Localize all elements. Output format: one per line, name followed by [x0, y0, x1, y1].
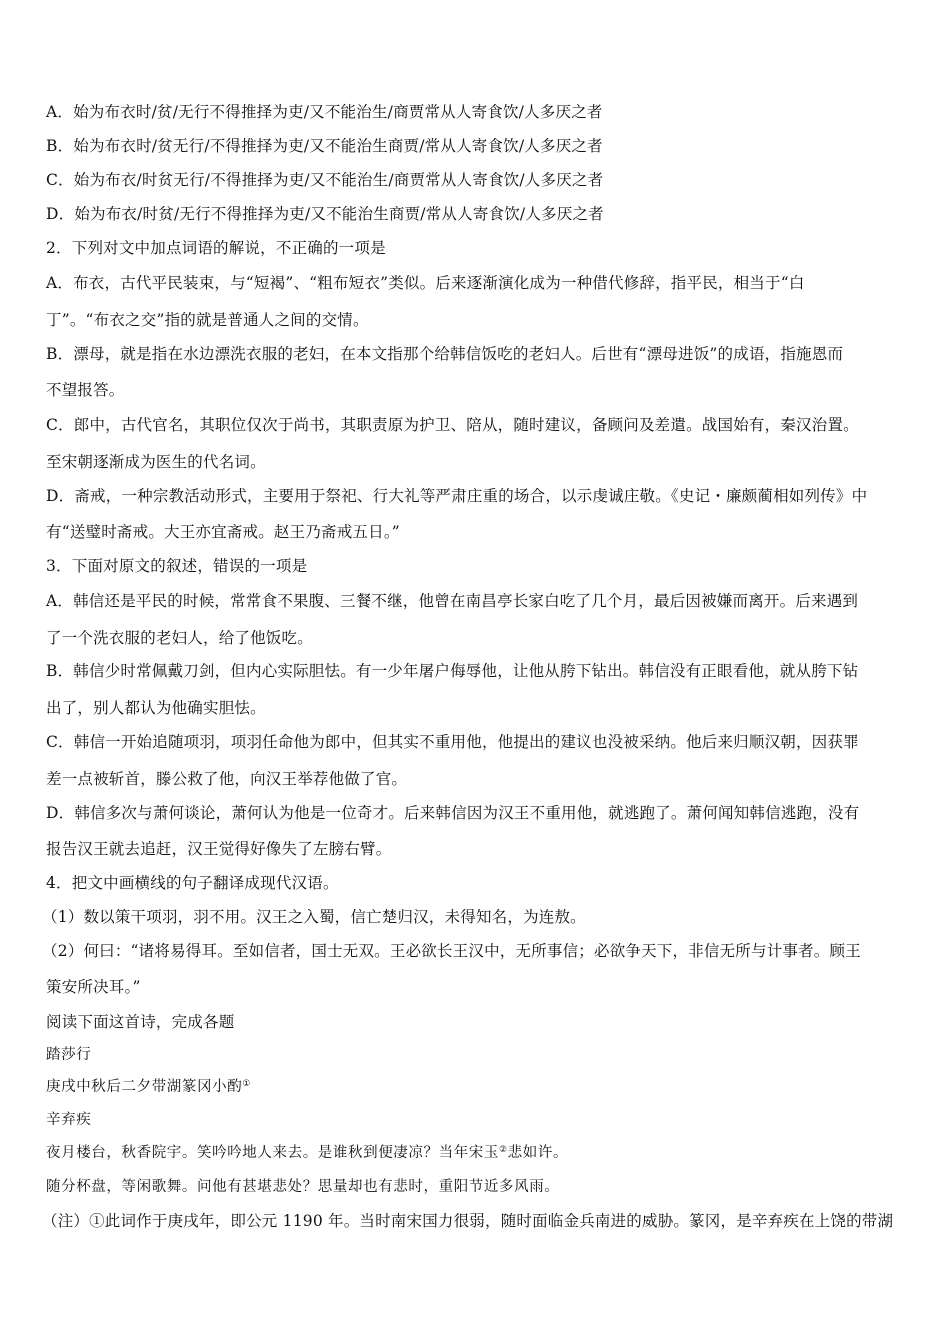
poem-subtitle-row	[46, 1077, 251, 1097]
poem-note-mark-2: ②	[499, 1145, 508, 1155]
q3-option-a-line2: 了一个洗衣服的老妇人，给了他饭吃。	[46, 629, 313, 647]
poem-author: 辛弃疾	[46, 1112, 92, 1128]
subtitle-note-mark: ①	[242, 1079, 251, 1089]
poem-line-1	[46, 1143, 568, 1163]
q3-option-a-line1: A．韩信还是平民的时候，常常食不果腹、三餐不继，他曾在南昌亭长家白吃了几个月，最后因被嫌而离开。后来遇到	[46, 592, 859, 610]
poem-note: （注）①此词作于庚戌年，即公元 1190 年。当时南宋国力很弱，随时面临金兵南进的威胁。篆冈，是辛弃疾在上饶的带湖	[42, 1212, 894, 1230]
q2-stem: 2．下列对文中加点词语的解说，不正确的一项是	[46, 239, 386, 257]
q2-option-d-line1: D．斋戒，一种宗教活动形式，主要用于祭祀、行大礼等严肃庄重的场合，以示虔诚庄敬。《史记・廉颇蔺相如列传》中	[46, 487, 868, 505]
poem-title: 踏莎行	[46, 1047, 92, 1063]
q2-option-c-line1: C．郎中，古代官名，其职位仅次于尚书，其职责原为护卫、陪从，随时建议，备顾问及差遣。战国始有，秦汉治置。	[46, 416, 859, 434]
q3-option-d-line1: D．韩信多次与萧何谈论，萧何认为他是一位奇才。后来韩信因为汉王不重用他，就逃跑了。萧何闻知韩信逃跑，没有	[46, 804, 860, 822]
q3-option-c-line2: 差一点被斩首，滕公救了他，向汉王举荐他做了官。	[46, 770, 408, 788]
q1-option-d: D．始为布衣/时贫/无行不得推择为吏/又不能治生商贾/常从人寄食饮/人多厌之者	[46, 205, 604, 223]
q2-option-a-line1: A．布衣，古代平民装束，与“短褐”、“粗布短衣”类似。后来逐渐演化成为一种借代修辞，指平民，相当于“白	[46, 274, 805, 292]
q3-option-c-line1: C．韩信一开始追随项羽，项羽任命他为郎中，但其实不重用他，他提出的建议也没被采纳。他后来归顺汉朝，因获罪	[46, 733, 859, 751]
poem-line-2: 随分杯盘，等闲歌舞。问他有甚堪悲处？思量却也有悲时，重阳节近多风雨。	[46, 1179, 560, 1195]
poem-line-1-part-b: 悲如许。	[507, 1145, 569, 1161]
poem-subtitle: 庚戌中秋后二夕带湖篆冈小酌	[46, 1079, 243, 1095]
q3-option-d-line2: 报告汉王就去追赶，汉王觉得好像失了左膀右臂。	[46, 840, 392, 858]
q4-item-1: （1）数以策干项羽，羽不用。汉王之入蜀，信亡楚归汉，未得知名，为连敖。	[42, 908, 586, 926]
q3-stem: 3．下面对原文的叙述，错误的一项是	[46, 557, 308, 575]
q4-item-2-line2: 策安所决耳。”	[46, 978, 141, 996]
q4-stem: 4．把文中画横线的句子翻译成现代汉语。	[46, 874, 339, 892]
q2-option-d-line2: 有“送璧时斋戒。大王亦宜斋戒。赵王乃斋戒五日。”	[46, 523, 400, 541]
q1-option-b: B．始为布衣时/贫无行/不得推择为吏/又不能治生商贾/常从人寄食饮/人多厌之者	[46, 137, 603, 155]
q1-option-a: A．始为布衣时/贫/无行不得推择为吏/又不能治生/商贾常从人寄食饮/人多厌之者	[46, 103, 603, 121]
poem-intro: 阅读下面这首诗，完成各题	[46, 1013, 235, 1031]
q1-option-c: C．始为布衣/时贫无行/不得推择为吏/又不能治生/商贾常从人寄食饮/人多厌之者	[46, 171, 604, 189]
q2-option-c-line2: 至宋朝逐渐成为医生的代名词。	[46, 453, 266, 471]
q2-option-a-line2: 丁”。“布衣之交”指的就是普通人之间的交情。	[46, 311, 369, 329]
q4-item-2-line1: （2）何曰：“诸将易得耳。至如信者，国士无双。王必欲长王汉中，无所事信；必欲争天下，非信无所与计事者。顾王	[42, 942, 861, 960]
q3-option-b-line2: 出了，别人都认为他确实胆怯。	[46, 699, 266, 717]
poem-line-1-part-a: 夜月楼台，秋香院宇。笑吟吟地人来去。是谁秋到便凄凉？当年宋玉	[46, 1145, 499, 1161]
q3-option-b-line1: B．韩信少时常佩戴刀剑，但内心实际胆怯。有一少年屠户侮辱他，让他从胯下钻出。韩信没有正眼看他，就从胯下钻	[46, 662, 859, 680]
q2-option-b-line1: B．漂母，就是指在水边漂洗衣服的老妇，在本文指那个给韩信饭吃的老妇人。后世有“漂母进饭”的成语，指施恩而	[46, 345, 844, 363]
q2-option-b-line2: 不望报答。	[46, 381, 125, 399]
